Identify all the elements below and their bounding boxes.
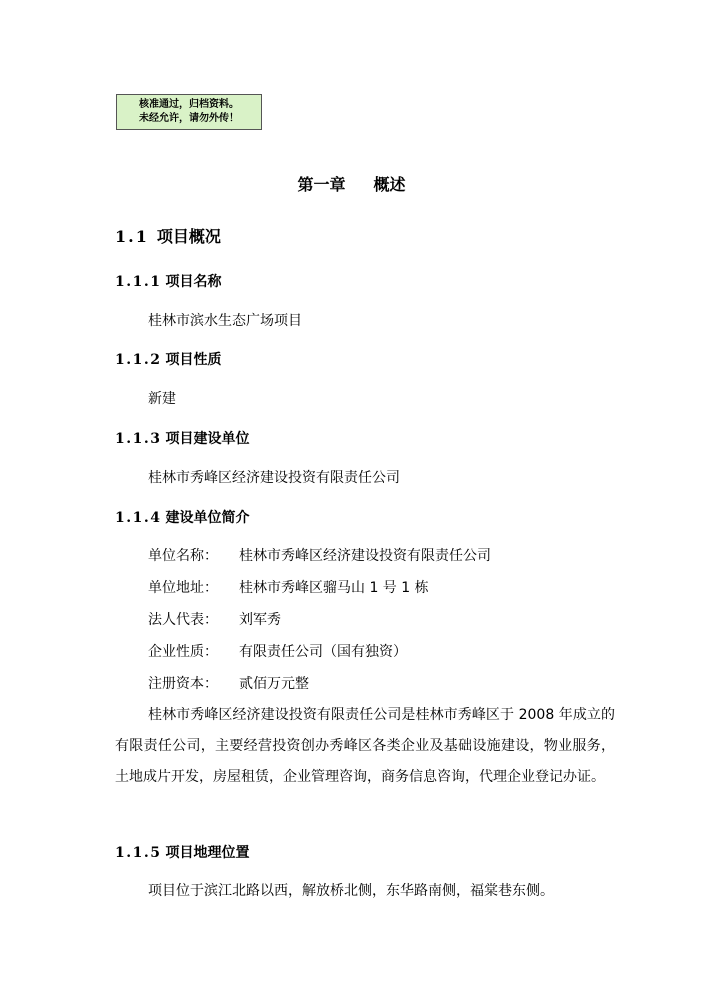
section-number: 1.1.3 — [115, 431, 162, 447]
location-text: 项目位于滨江北路以西，解放桥北侧，东华路南侧，福棠巷东侧。 — [148, 883, 554, 899]
info-row-registered-capital — [148, 673, 309, 693]
section-1-1-2-heading — [115, 349, 221, 369]
info-value: 有限责任公司（国有独资） — [239, 644, 407, 660]
section-title: 建设单位简介 — [165, 510, 250, 526]
stamp-line-1: 核准通过，归档资料。 — [139, 99, 239, 110]
section-title: 项目性质 — [165, 352, 222, 368]
info-row-enterprise-type — [148, 641, 407, 661]
stamp-line-2: 未经允许，请勿外传！ — [139, 113, 239, 124]
section-1-1-3-heading — [115, 428, 249, 448]
section-title: 项目地理位置 — [165, 845, 250, 861]
info-value: 桂林市秀峰区骝马山 1 号 1 栋 — [239, 580, 429, 596]
section-number: 1.1.1 — [115, 274, 162, 290]
section-title: 项目建设单位 — [165, 431, 250, 447]
section-1-1-1-heading — [115, 271, 221, 291]
info-value: 桂林市秀峰区经济建设投资有限责任公司 — [239, 548, 491, 564]
info-value: 刘军秀 — [239, 612, 281, 628]
info-key: 注册资本： — [148, 676, 218, 692]
section-1-1-heading — [115, 224, 221, 247]
info-value: 贰佰万元整 — [239, 676, 309, 692]
approval-stamp — [116, 94, 262, 130]
section-1-1-5-heading — [115, 842, 249, 862]
section-number: 1.1 — [115, 227, 149, 246]
construction-unit-text: 桂林市秀峰区经济建设投资有限责任公司 — [148, 470, 400, 486]
section-number: 1.1.2 — [115, 352, 162, 368]
info-key: 单位名称： — [148, 548, 218, 564]
info-key: 企业性质： — [148, 644, 218, 660]
info-row-unit-address — [148, 577, 429, 597]
chapter-title: 概述 — [373, 175, 406, 194]
chapter-heading — [0, 172, 703, 195]
project-name-text: 桂林市滨水生态广场项目 — [148, 313, 302, 329]
company-intro-paragraph: 桂林市秀峰区经济建设投资有限责任公司是桂林市秀峰区于 2008 年成立的有限责任公司，主要经营投资创办秀峰区各类企业及基础设施建设，物业服务，土地成片开发，房屋租赁，企业管理咨询，商务信息咨询，代理企业登记办证。 — [115, 707, 615, 785]
section-number: 1.1.4 — [115, 510, 162, 526]
section-title: 项目名称 — [165, 274, 222, 290]
info-key: 法人代表： — [148, 612, 218, 628]
section-title: 项目概况 — [156, 227, 221, 246]
info-key: 单位地址： — [148, 580, 218, 596]
section-number: 1.1.5 — [115, 845, 162, 861]
info-row-unit-name — [148, 545, 491, 565]
info-row-legal-rep — [148, 609, 281, 629]
project-nature-text: 新建 — [148, 391, 176, 407]
section-1-1-4-heading — [115, 507, 249, 527]
chapter-label: 第一章 — [297, 175, 346, 194]
